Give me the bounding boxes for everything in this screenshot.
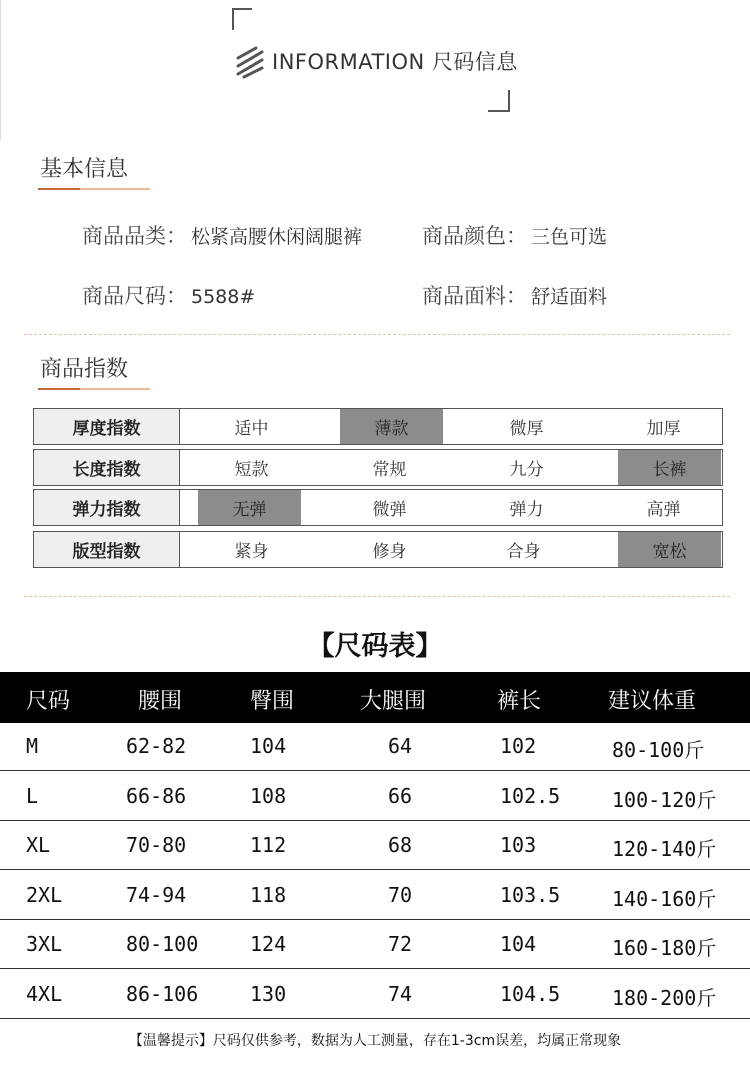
index-option: 常规 xyxy=(372,460,407,480)
table-cell: 112 xyxy=(250,833,287,857)
table-cell: XL xyxy=(26,833,51,857)
index-option-selected: 无弹 xyxy=(198,490,301,525)
table-cell: 104.5 xyxy=(500,981,561,1006)
left-border-line xyxy=(0,0,1,140)
index-row-length xyxy=(33,449,723,486)
index-option: 九分 xyxy=(509,460,544,480)
table-cell: 108 xyxy=(250,783,287,808)
index-label: 弹力指数 xyxy=(34,490,180,525)
index-option: 微弹 xyxy=(372,500,407,520)
index-option-selected: 薄款 xyxy=(340,409,443,444)
table-row xyxy=(0,722,750,771)
table-cell: 72 xyxy=(388,932,413,956)
table-cell: 86-106 xyxy=(126,981,199,1006)
table-row xyxy=(0,920,750,969)
index-option-selected: 宽松 xyxy=(618,532,721,567)
product-index-heading: 商品指数 xyxy=(40,352,128,383)
index-option-selected: 长裤 xyxy=(618,450,721,485)
table-cell: 80-100 xyxy=(126,932,199,956)
table-cell: 74-94 xyxy=(126,882,187,907)
header-cell-hip: 臀围 xyxy=(250,689,295,714)
header-cell-thigh: 大腿围 xyxy=(360,689,427,714)
corner-bracket-bottom-right xyxy=(488,90,510,112)
size-table-header xyxy=(0,672,750,723)
table-cell: 120-140斤 xyxy=(612,837,717,861)
table-cell: 66 xyxy=(388,783,413,808)
index-option: 合身 xyxy=(506,542,541,562)
index-option: 修身 xyxy=(372,542,407,562)
table-cell: 118 xyxy=(250,882,287,907)
size-table-title: 【尺码表】 xyxy=(307,631,443,662)
tip-note: 【温馨提示】尺码仅供参考，数据为人工测量，存在1-3cm误差，均属正常现象 xyxy=(128,1033,622,1049)
table-cell: 124 xyxy=(250,932,287,956)
header-cell-length: 裤长 xyxy=(497,689,542,714)
index-option: 加厚 xyxy=(646,419,681,439)
header-title: INFORMATION 尺码信息 xyxy=(272,50,518,74)
table-cell: 103.5 xyxy=(500,882,561,907)
table-cell: 66-86 xyxy=(126,783,187,808)
header-cell-size: 尺码 xyxy=(26,689,71,714)
index-row-fit xyxy=(33,531,723,568)
table-cell: L xyxy=(26,783,39,808)
table-cell: 160-180斤 xyxy=(612,936,717,960)
index-option: 紧身 xyxy=(234,542,269,562)
divider xyxy=(24,334,730,335)
index-option: 适中 xyxy=(234,419,269,439)
table-cell: 180-200斤 xyxy=(612,985,717,1010)
index-label: 版型指数 xyxy=(34,532,180,567)
header-cell-weight: 建议体重 xyxy=(608,689,697,714)
index-label: 厚度指数 xyxy=(34,409,180,444)
table-cell: 3XL xyxy=(26,932,63,956)
index-option: 高弹 xyxy=(646,500,681,520)
info-field-color: 商品颜色： 三色可选 xyxy=(422,224,608,248)
table-cell: 130 xyxy=(250,981,287,1006)
info-field-size: 商品尺码： 5588# xyxy=(82,284,256,308)
corner-bracket-top-left xyxy=(232,8,252,30)
index-row-elasticity xyxy=(33,489,723,526)
basic-info-heading: 基本信息 xyxy=(40,152,128,183)
stripes-logo-icon xyxy=(234,44,266,80)
table-row xyxy=(0,970,750,1019)
info-field-fabric: 商品面料： 舒适面料 xyxy=(422,284,608,308)
table-row xyxy=(0,821,750,870)
table-cell: 74 xyxy=(388,981,413,1006)
table-cell: 80-100斤 xyxy=(612,738,705,762)
header-cell-waist: 腰围 xyxy=(138,689,183,714)
divider xyxy=(24,596,730,597)
table-cell: 4XL xyxy=(26,981,63,1006)
table-cell: M xyxy=(26,734,39,758)
heading-underline xyxy=(38,388,150,390)
table-cell: 102 xyxy=(500,734,537,758)
table-cell: 62-82 xyxy=(126,734,187,758)
info-field-category: 商品品类： 松紧高腰休闲阔腿裤 xyxy=(82,224,363,248)
table-cell: 2XL xyxy=(26,882,63,907)
index-option: 微厚 xyxy=(509,419,544,439)
table-cell: 104 xyxy=(250,734,287,758)
index-option: 弹力 xyxy=(509,500,544,520)
table-cell: 70 xyxy=(388,882,413,907)
heading-underline xyxy=(38,188,150,190)
table-cell: 102.5 xyxy=(500,783,561,808)
index-option: 短款 xyxy=(234,460,269,480)
table-row xyxy=(0,871,750,920)
table-cell: 103 xyxy=(500,833,537,857)
table-cell: 100-120斤 xyxy=(612,787,717,812)
table-row xyxy=(0,772,750,821)
table-cell: 70-80 xyxy=(126,833,187,857)
index-label: 长度指数 xyxy=(34,450,180,485)
table-cell: 104 xyxy=(500,932,537,956)
table-cell: 140-160斤 xyxy=(612,886,717,911)
table-cell: 64 xyxy=(388,734,413,758)
index-row-thickness xyxy=(33,408,723,445)
table-cell: 68 xyxy=(388,833,413,857)
